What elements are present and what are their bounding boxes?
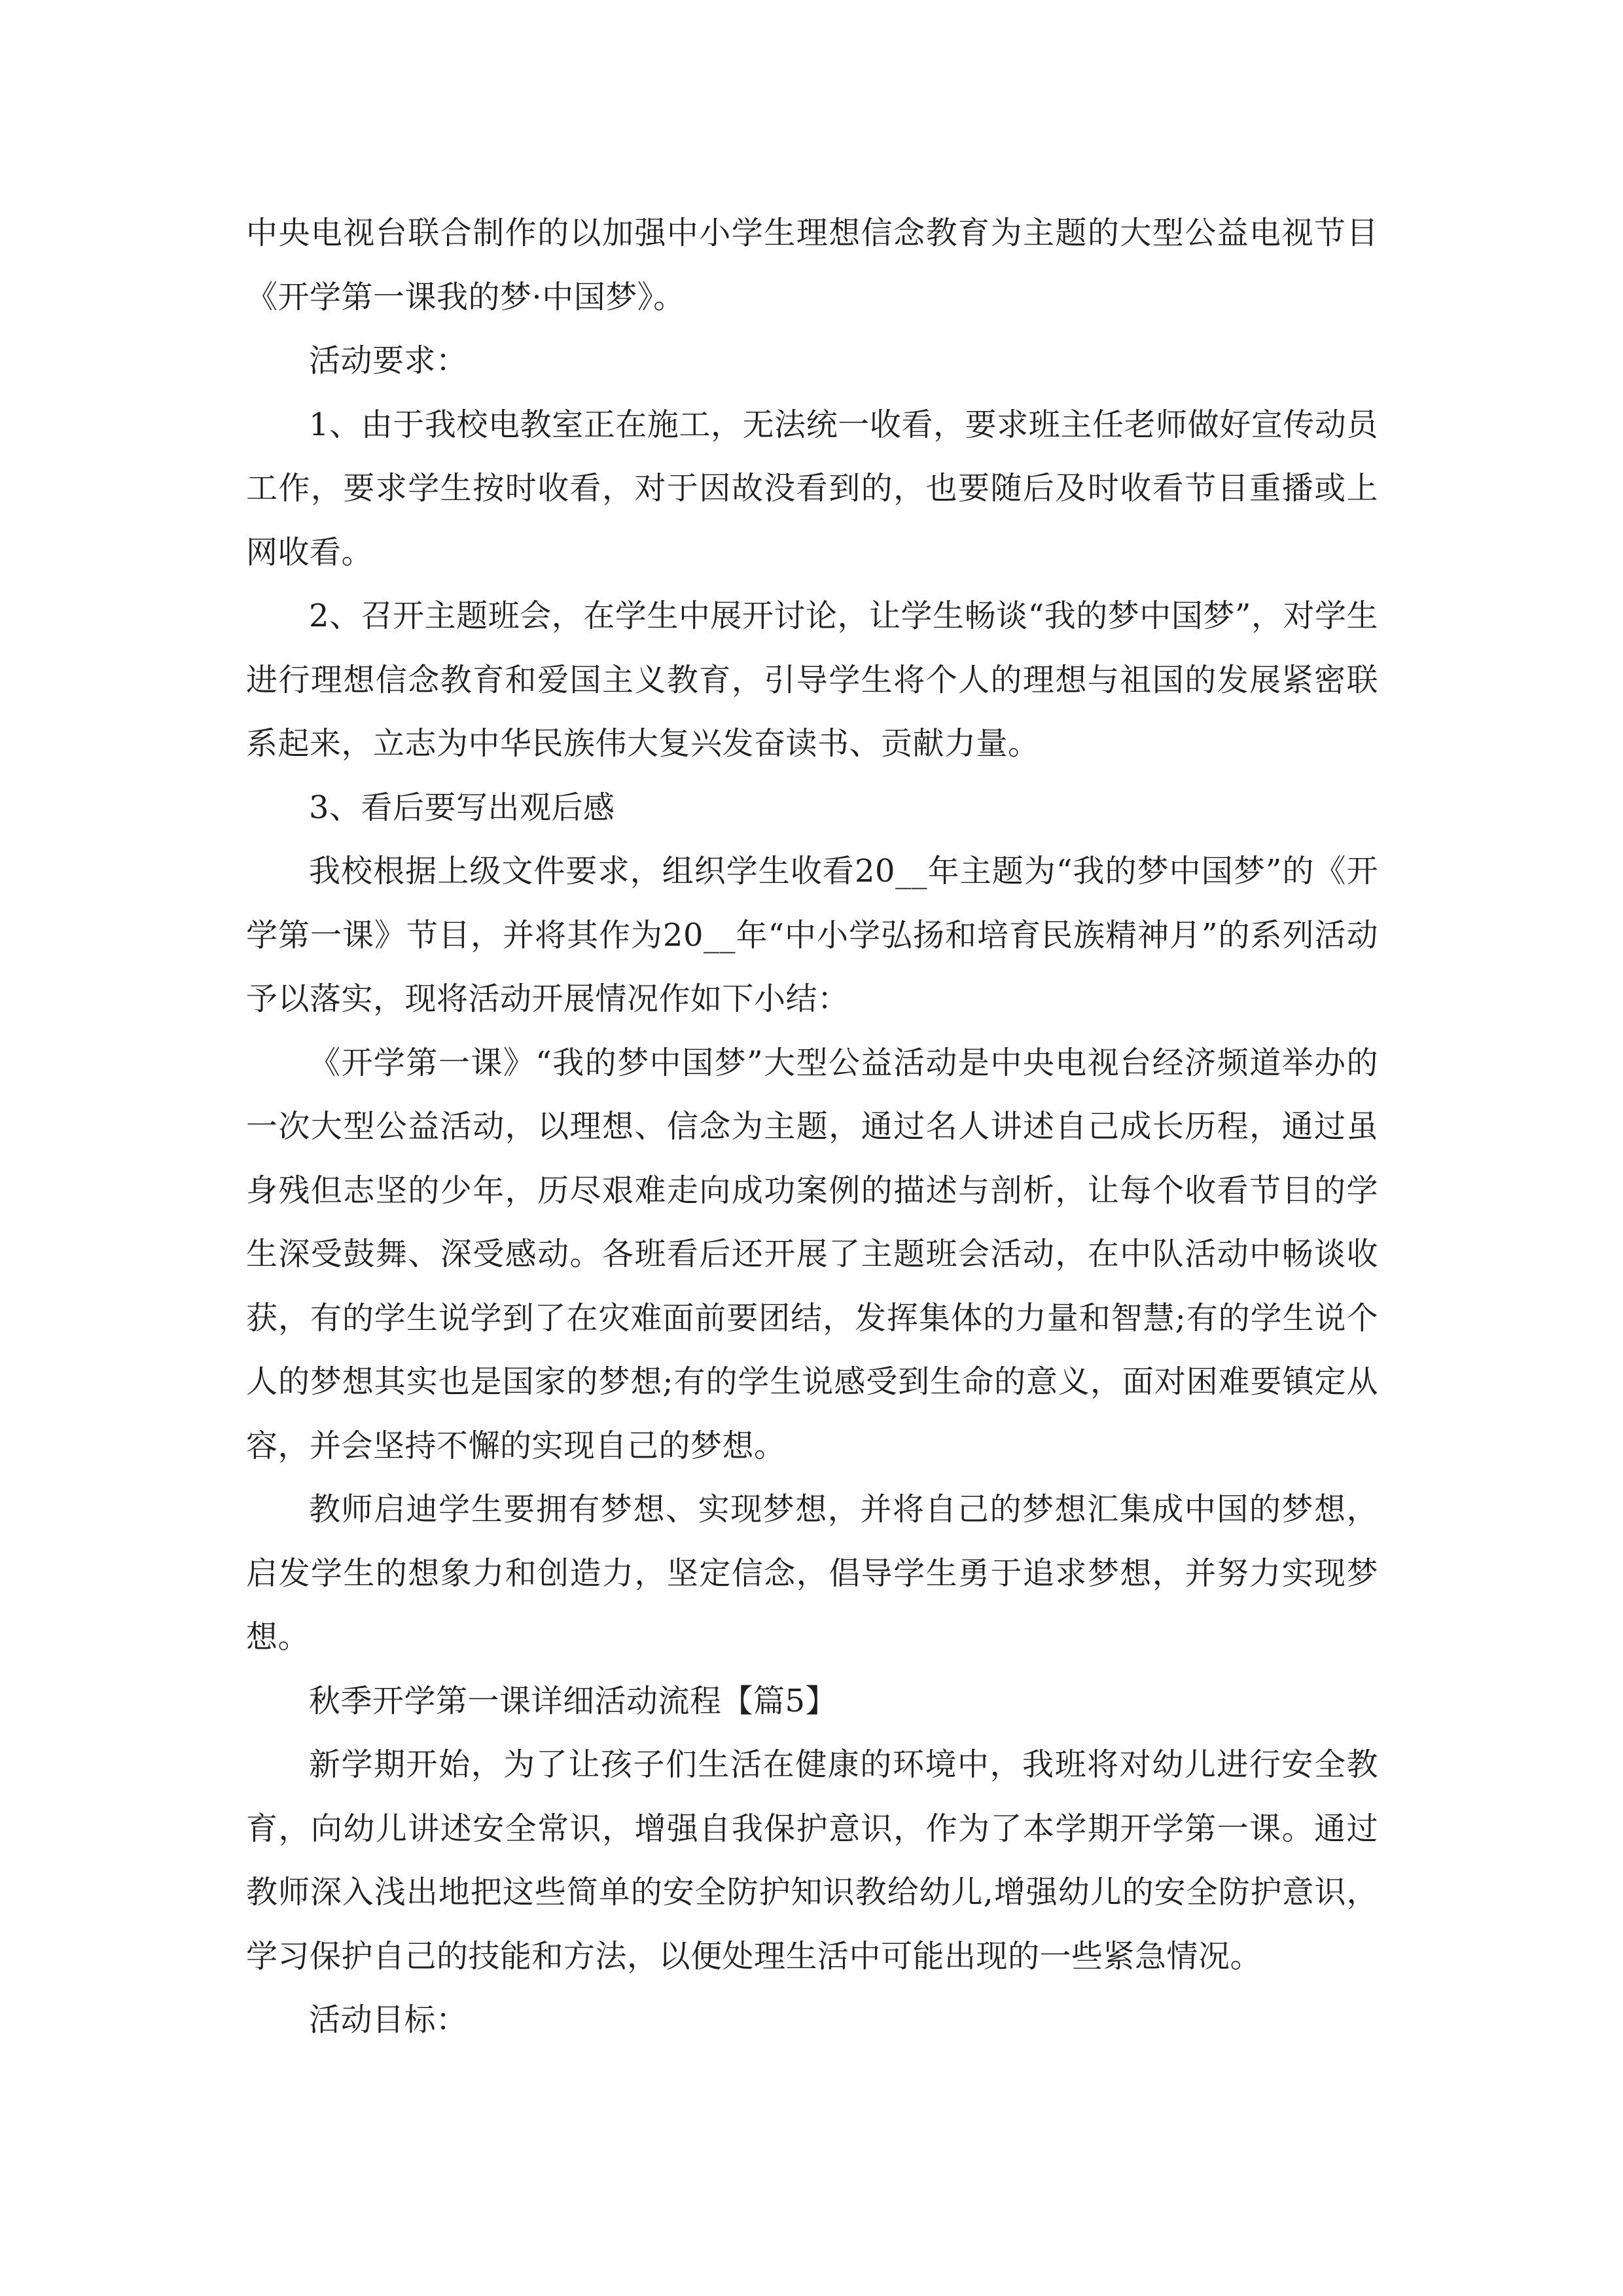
- paragraph-summary-intro: 我校根据上级文件要求，组织学生收看20__年主题为“我的梦中国梦”的《开学第一课》节目，并将其作为20__年“中小学弘扬和培育民族精神月”的系列活动予以落实，现将活动开展情况作如下小结：: [246, 853, 1378, 1017]
- paragraph-requirement-2: 2、召开主题班会，在学生中展开讨论，让学生畅谈“我的梦中国梦”，对学生进行理想信念教育和爱国主义教育，引导学生将个人的理想与祖国的发展紧密联系起来，立志为中华民族伟大复兴发奋读书、贡献力量。: [246, 598, 1378, 762]
- paragraph-requirement-3: 3、看后要写出观后感: [309, 789, 615, 826]
- paragraph-new-semester: 新学期开始，为了让孩子们生活在健康的环境中，我班将对幼儿进行安全教育，向幼儿讲述安全常识，增强自我保护意识，作为了本学期开学第一课。通过教师深入浅出地把这些简单的安全防护知识教给幼儿,增强幼儿的安全防护意识，学习保护自己的技能和方法，以便处理生活中可能出现的一些紧急情况。: [246, 1746, 1378, 1975]
- paragraph-intro-continuation: 中央电视台联合制作的以加强中小学生理想信念教育为主题的大型公益电视节目《开学第一课我的梦·中国梦》。: [246, 215, 1378, 315]
- document-body: [246, 202, 1378, 2053]
- paragraph-summary-body: 《开学第一课》“我的梦中国梦”大型公益活动是中央电视台经济频道举办的一次大型公益活动，以理想、信念为主题，通过名人讲述自己成长历程，通过虽身残但志坚的少年，历尽艰难走向成功案例的描述与剖析，让每个收看节目的学生深受鼓舞、深受感动。各班看后还开展了主题班会活动，在中队活动中畅谈收获，有的学生说学到了在灾难面前要团结，发挥集体的力量和智慧;有的学生说个人的梦想其实也是国家的梦想;有的学生说感受到生命的意义，面对困难要镇定从容，并会坚持不懈的实现自己的梦想。: [246, 1044, 1378, 1464]
- paragraph-activity-requirements-heading: 活动要求：: [309, 342, 468, 379]
- paragraph-teacher-guidance: 教师启迪学生要拥有梦想、实现梦想，并将自己的梦想汇集成中国的梦想，启发学生的想象力和创造力，坚定信念，倡导学生勇于追求梦想，并努力实现梦想。: [246, 1491, 1378, 1655]
- paragraph-activity-goals-heading: 活动目标：: [309, 2001, 468, 2038]
- section-heading-part-5: 秋季开学第一课详细活动流程【篇5】: [309, 1682, 838, 1719]
- paragraph-requirement-1: 1、由于我校电教室正在施工，无法统一收看，要求班主任老师做好宣传动员工作，要求学生按时收看，对于因故没看到的，也要随后及时收看节目重播或上网收看。: [246, 406, 1378, 571]
